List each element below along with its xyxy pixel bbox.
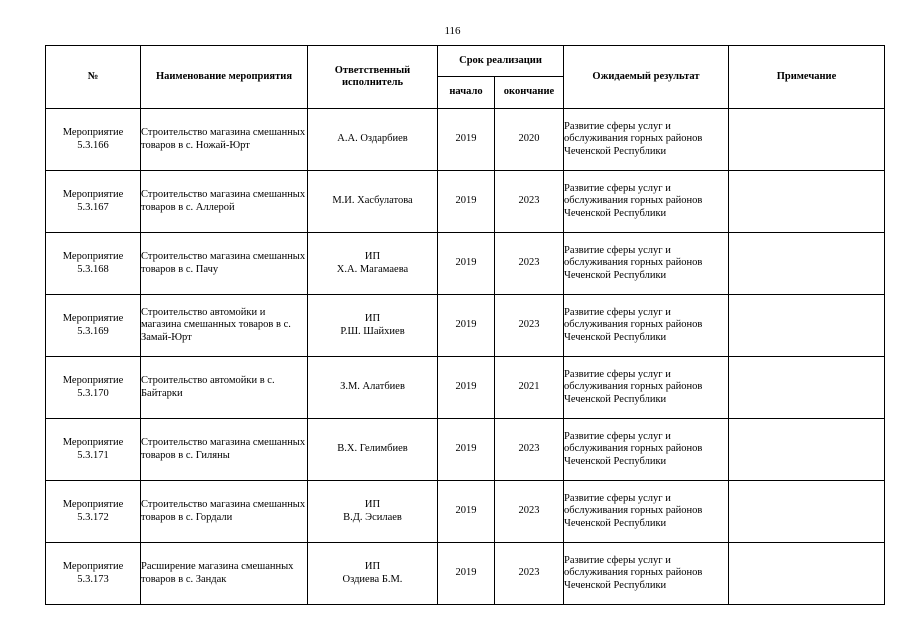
note-cell: [729, 481, 885, 543]
note-cell: [729, 109, 885, 171]
activity-label: Мероприятие: [62, 499, 124, 510]
activity-code: 5.3.169: [77, 325, 109, 337]
start-year: 2019: [438, 357, 495, 419]
expected-result: Развитие сферы услуг и обслуживания горных районов Чеченской Республики: [564, 357, 729, 419]
responsible-line-2: Х.А. Магамаева: [336, 263, 409, 275]
activity-label: Мероприятие: [62, 189, 124, 200]
activity-label: Мероприятие: [62, 313, 124, 324]
table-row: [46, 419, 885, 481]
note-cell: [729, 543, 885, 605]
activity-code: 5.3.171: [77, 449, 109, 461]
activity-number-cell: [46, 419, 141, 481]
note-cell: [729, 171, 885, 233]
start-year: 2019: [438, 233, 495, 295]
header-result: Ожидаемый результат: [564, 46, 729, 109]
expected-result: Развитие сферы услуг и обслуживания горных районов Чеченской Республики: [564, 171, 729, 233]
responsible-line-1: З.М. Алатбиев: [340, 381, 405, 393]
header-period: Срок реализации: [438, 46, 564, 77]
responsible-line-2: В.Д. Эсилаев: [343, 511, 402, 523]
responsible-cell: [308, 171, 438, 233]
activity-code: 5.3.173: [77, 573, 109, 585]
activity-name: Расширение магазина смешанных товаров в с. Зандак: [141, 543, 308, 605]
activity-number-cell: [46, 357, 141, 419]
end-year: 2023: [495, 481, 564, 543]
activity-name: Строительство магазина смешанных товаров в с. Ножай-Юрт: [141, 109, 308, 171]
activity-code: 5.3.170: [77, 387, 109, 399]
header-name: Наименование мероприятия: [141, 46, 308, 109]
start-year: 2019: [438, 109, 495, 171]
activities-table: [45, 45, 885, 605]
activity-label: Мероприятие: [62, 127, 124, 138]
responsible-line-1: ИП: [364, 561, 381, 572]
responsible-line-1: ИП: [364, 251, 381, 262]
activity-code: 5.3.172: [77, 511, 109, 523]
end-year: 2023: [495, 233, 564, 295]
activity-number-cell: [46, 171, 141, 233]
activity-label: Мероприятие: [62, 437, 124, 448]
start-year: 2019: [438, 481, 495, 543]
table-row: [46, 233, 885, 295]
responsible-line-2: Оздиева Б.М.: [342, 573, 403, 585]
end-year: 2023: [495, 419, 564, 481]
table-row: [46, 543, 885, 605]
table-row: [46, 357, 885, 419]
note-cell: [729, 357, 885, 419]
responsible-cell: [308, 357, 438, 419]
activity-name: Строительство магазина смешанных товаров в с. Аллерой: [141, 171, 308, 233]
activity-code: 5.3.168: [77, 263, 109, 275]
table-row: [46, 171, 885, 233]
note-cell: [729, 295, 885, 357]
end-year: 2023: [495, 171, 564, 233]
responsible-line-1: ИП: [364, 499, 381, 510]
activity-number-cell: [46, 295, 141, 357]
activity-name: Строительство автомойки в с. Байтарки: [141, 357, 308, 419]
responsible-line-1: А.А. Оздарбиев: [337, 133, 408, 145]
header-end: окончание: [495, 77, 564, 109]
start-year: 2019: [438, 295, 495, 357]
start-year: 2019: [438, 171, 495, 233]
activity-code: 5.3.167: [77, 201, 109, 213]
responsible-line-1: В.Х. Гелимбиев: [337, 443, 408, 455]
responsible-cell: [308, 481, 438, 543]
activity-number-cell: [46, 109, 141, 171]
expected-result: Развитие сферы услуг и обслуживания горных районов Чеченской Республики: [564, 419, 729, 481]
responsible-cell: [308, 295, 438, 357]
table-row: [46, 295, 885, 357]
header-start: начало: [438, 77, 495, 109]
header-responsible: Ответственный исполнитель: [308, 46, 438, 109]
activity-name: Строительство магазина смешанных товаров в с. Пачу: [141, 233, 308, 295]
activity-name: Строительство магазина смешанных товаров в с. Гиляны: [141, 419, 308, 481]
activity-number-cell: [46, 233, 141, 295]
activity-label: Мероприятие: [62, 561, 124, 572]
start-year: 2019: [438, 543, 495, 605]
note-cell: [729, 233, 885, 295]
table-row: [46, 109, 885, 171]
start-year: 2019: [438, 419, 495, 481]
end-year: 2020: [495, 109, 564, 171]
end-year: 2023: [495, 543, 564, 605]
header-note: Примечание: [729, 46, 885, 109]
responsible-cell: [308, 233, 438, 295]
responsible-cell: [308, 109, 438, 171]
activity-name: Строительство автомойки и магазина смешанных товаров в с. Замай-Юрт: [141, 295, 308, 357]
responsible-cell: [308, 543, 438, 605]
table-row: [46, 481, 885, 543]
responsible-line-2: Р.Ш. Шайхиев: [340, 325, 405, 337]
responsible-line-1: ИП: [364, 313, 381, 324]
table-body: [46, 109, 885, 605]
expected-result: Развитие сферы услуг и обслуживания горных районов Чеченской Республики: [564, 481, 729, 543]
expected-result: Развитие сферы услуг и обслуживания горных районов Чеченской Республики: [564, 543, 729, 605]
note-cell: [729, 419, 885, 481]
activity-label: Мероприятие: [62, 251, 124, 262]
end-year: 2021: [495, 357, 564, 419]
activity-label: Мероприятие: [62, 375, 124, 386]
header-num: №: [46, 46, 141, 109]
table-header: [46, 46, 885, 109]
responsible-cell: [308, 419, 438, 481]
activity-number-cell: [46, 481, 141, 543]
activity-code: 5.3.166: [77, 139, 109, 151]
end-year: 2023: [495, 295, 564, 357]
expected-result: Развитие сферы услуг и обслуживания горных районов Чеченской Республики: [564, 295, 729, 357]
expected-result: Развитие сферы услуг и обслуживания горных районов Чеченской Республики: [564, 109, 729, 171]
activity-name: Строительство магазина смешанных товаров в с. Гордали: [141, 481, 308, 543]
responsible-line-1: М.И. Хасбулатова: [332, 195, 413, 207]
expected-result: Развитие сферы услуг и обслуживания горных районов Чеченской Республики: [564, 233, 729, 295]
activity-number-cell: [46, 543, 141, 605]
page-number: 116: [444, 25, 461, 37]
